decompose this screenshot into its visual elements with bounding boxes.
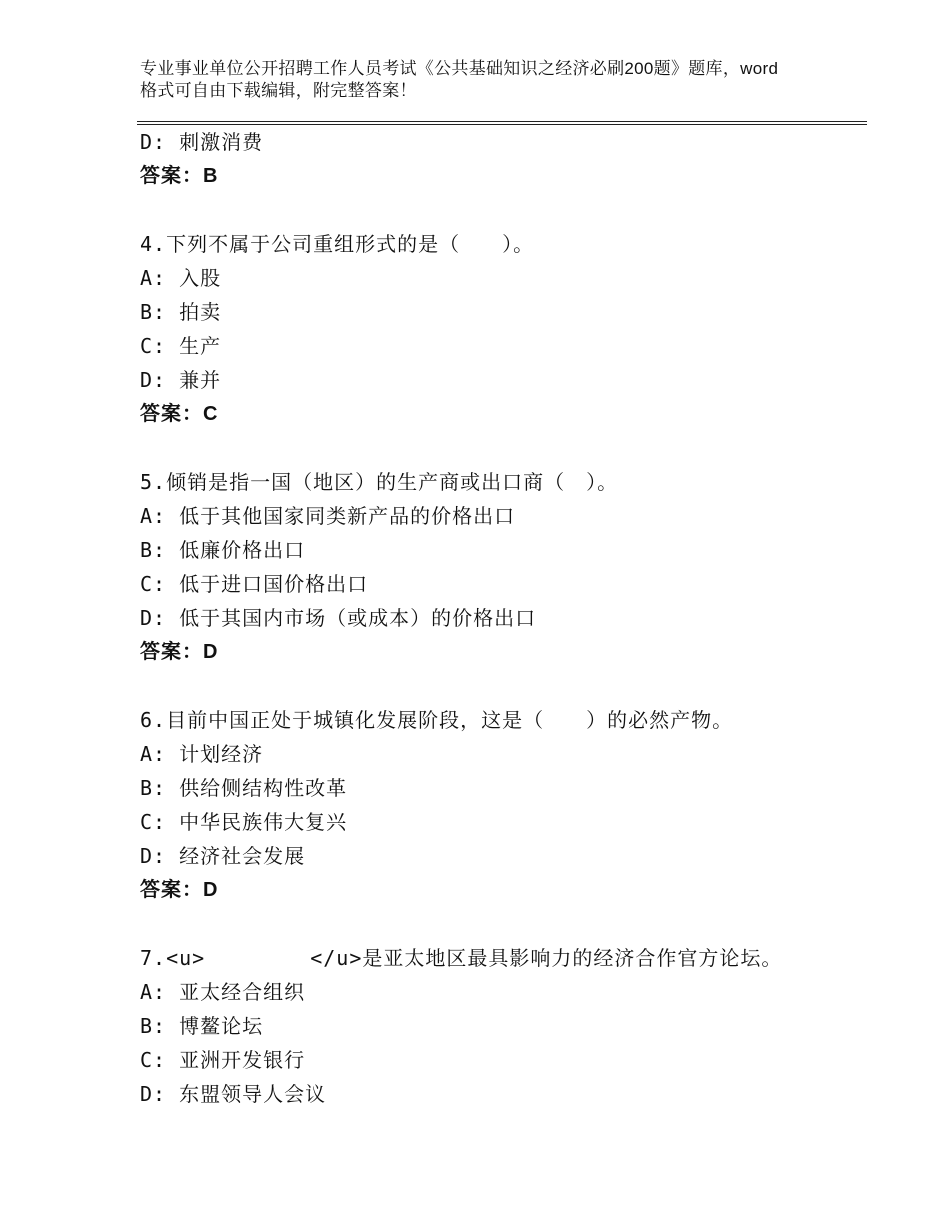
question-stem: 4.下列不属于公司重组形式的是（ ）。 — [140, 232, 535, 256]
spacer — [140, 431, 840, 465]
option-c: C: 生产 — [140, 334, 222, 358]
option-b: B: 博鳌论坛 — [140, 1014, 264, 1038]
question-list — [140, 125, 840, 1111]
option-b: B: 拍卖 — [140, 300, 222, 324]
spacer — [140, 907, 840, 941]
option-a: A: 入股 — [140, 266, 222, 290]
option-d: D: 低于其国内市场（或成本）的价格出口 — [140, 606, 537, 630]
spacer — [140, 193, 840, 227]
option-c: C: 中华民族伟大复兴 — [140, 810, 348, 834]
header-divider-top — [137, 121, 867, 122]
option-a: A: 计划经济 — [140, 742, 264, 766]
option-c: C: 亚洲开发银行 — [140, 1048, 306, 1072]
answer-line: 答案：B — [140, 165, 219, 187]
answer-line: 答案：C — [140, 403, 219, 425]
option-b: B: 低廉价格出口 — [140, 538, 306, 562]
option-d: D: 刺激消费 — [140, 130, 264, 154]
option-d: D: 东盟领导人会议 — [140, 1082, 327, 1106]
option-a: A: 低于其他国家同类新产品的价格出口 — [140, 504, 516, 528]
option-d: D: 经济社会发展 — [140, 844, 306, 868]
answer-line: 答案：D — [140, 879, 219, 901]
question-stem: 7.<u> </u>是亚太地区最具影响力的经济合作官方论坛。 — [140, 946, 783, 970]
answer-line: 答案：D — [140, 641, 219, 663]
question-stem: 6.目前中国正处于城镇化发展阶段，这是（ ）的必然产物。 — [140, 708, 734, 732]
option-c: C: 低于进口国价格出口 — [140, 572, 369, 596]
question-stem: 5.倾销是指一国（地区）的生产商或出口商（ ）。 — [140, 470, 619, 494]
option-b: B: 供给侧结构性改革 — [140, 776, 348, 800]
option-a: A: 亚太经合组织 — [140, 980, 306, 1004]
spacer — [140, 669, 840, 703]
document-header: 专业事业单位公开招聘工作人员考试《公共基础知识之经济必刷200题》题库，word格式可自由下载编辑，附完整答案！ — [140, 59, 779, 100]
option-d: D: 兼并 — [140, 368, 222, 392]
